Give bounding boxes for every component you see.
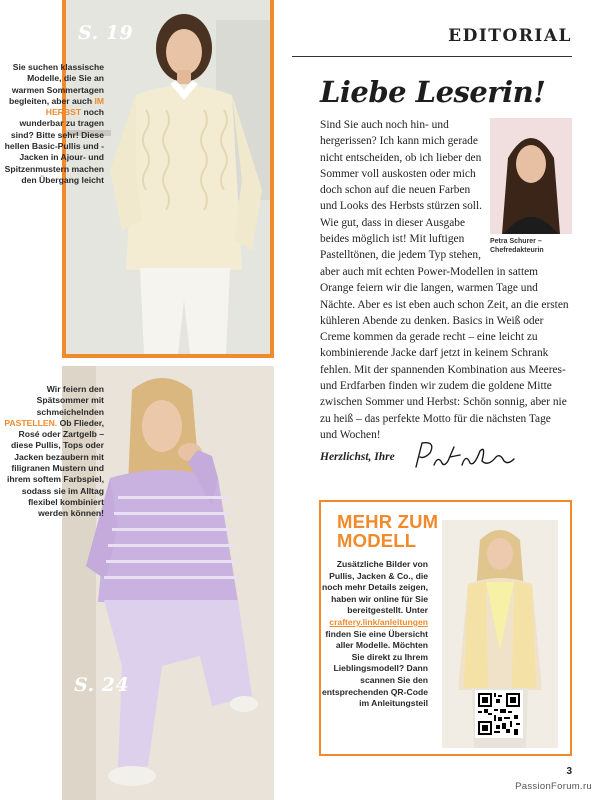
promo-link[interactable]: craftery.link/anleitungen	[329, 616, 428, 627]
section-label: EDITORIAL	[448, 26, 572, 46]
signature-drawing	[410, 437, 520, 477]
caption-top-text-a: Sie suchen klassische Modelle, die Sie an warmen Sommertagen begleiten, aber auch	[8, 62, 104, 106]
caption-bottom-highlight: PASTELLEN.	[4, 417, 58, 428]
promo-title-line1: MEHR ZUM	[337, 511, 439, 532]
caption-bottom-text-b: Ob Flieder, Rosé oder Zartgelb – diese Pullis, Tops oder Jacken bezaubern mit filigranen Mustern und ihrem softem Farbspiel, sodass sie im Alltag flexibel kombiniert werden können!	[7, 417, 104, 519]
promo-text-b: finden Sie eine Übersicht aller Modelle. Möchten Sie direkt zu Ihrem Lieblingsmodell? Dann scannen Sie den entsprechenden QR-Code im Anleitungsteil	[321, 628, 428, 709]
caption-top-highlight: IM HERBST	[45, 95, 104, 118]
promo-title-line2: MODELL	[337, 530, 417, 551]
signature	[410, 437, 520, 481]
qr-code-icon	[478, 693, 520, 735]
caption-top-text-b: noch wunderbar zu tragen sind? Bitte sehr! Diese hellen Basic-Pullis und -Jacken in Ajour- und Spitzenmustern machen den Übergang leicht	[4, 107, 104, 185]
page-reference-bottom: S. 24	[74, 674, 130, 696]
promo-box	[319, 500, 572, 756]
page-reference-top: S. 19	[78, 22, 134, 44]
header-divider	[292, 56, 572, 57]
promo-text-a: Zusätzliche Bilder von Pullis, Jacken & Co., die noch mehr Details zeigen, haben wir online für Sie bereitgestellt. Unter	[321, 559, 428, 616]
caption-bottom	[0, 384, 104, 520]
caption-bottom-text-a: Wir feiern den Spätsommer mit schmeichelnden	[36, 384, 104, 417]
page-number: 3	[566, 766, 572, 777]
editorial-body-wide: aber auch mit echten Power-Modellen in sattem Orange feiern wir die langen, warmen Tage und Nächte. Aber es ist eben auch schon Zeit, an die ersten kühleren Abende zu denken. Basics in Weiß oder Creme kommen da gerade recht – eine leicht zu kombinierende Jacke darf jetzt in keinem Schrank fehlen. Mit der spannenden Kombination aus Meeres- und Erdfarben finden wir zudem die goldene Mitte zwischen Sommer und Herbst: Schön sonnig, aber nie zu heiß – das perfekte Motto für die nächsten Tage und Wochen!	[320, 266, 569, 441]
editor-caption: Petra Schurer – Chefredakteurin	[490, 238, 544, 254]
editor-portrait	[490, 118, 572, 234]
caption-top	[0, 62, 104, 186]
qr-code[interactable]	[475, 690, 523, 738]
watermark: PassionForum.ru	[515, 781, 592, 792]
editorial-body-narrow: Sind Sie auch noch hin- und hergerissen? Ich kann mich gerade nicht entscheiden, ob ich lieber den Sommer voll auskosten oder mich doch schon auf die neuen Farben und Looks des Herbsts stürzen soll. Wie gut, dass in dieser Ausgabe beides möglich ist! Mit luftigen Pastelltönen, die jedem Typ stehen,	[320, 119, 482, 262]
promo-title	[337, 512, 438, 550]
signoff: Herzlichst, Ihre	[320, 451, 395, 463]
promo-text	[321, 559, 428, 710]
editorial-headline: Liebe Leserin!	[320, 75, 546, 109]
editor-portrait-illustration	[490, 118, 572, 234]
